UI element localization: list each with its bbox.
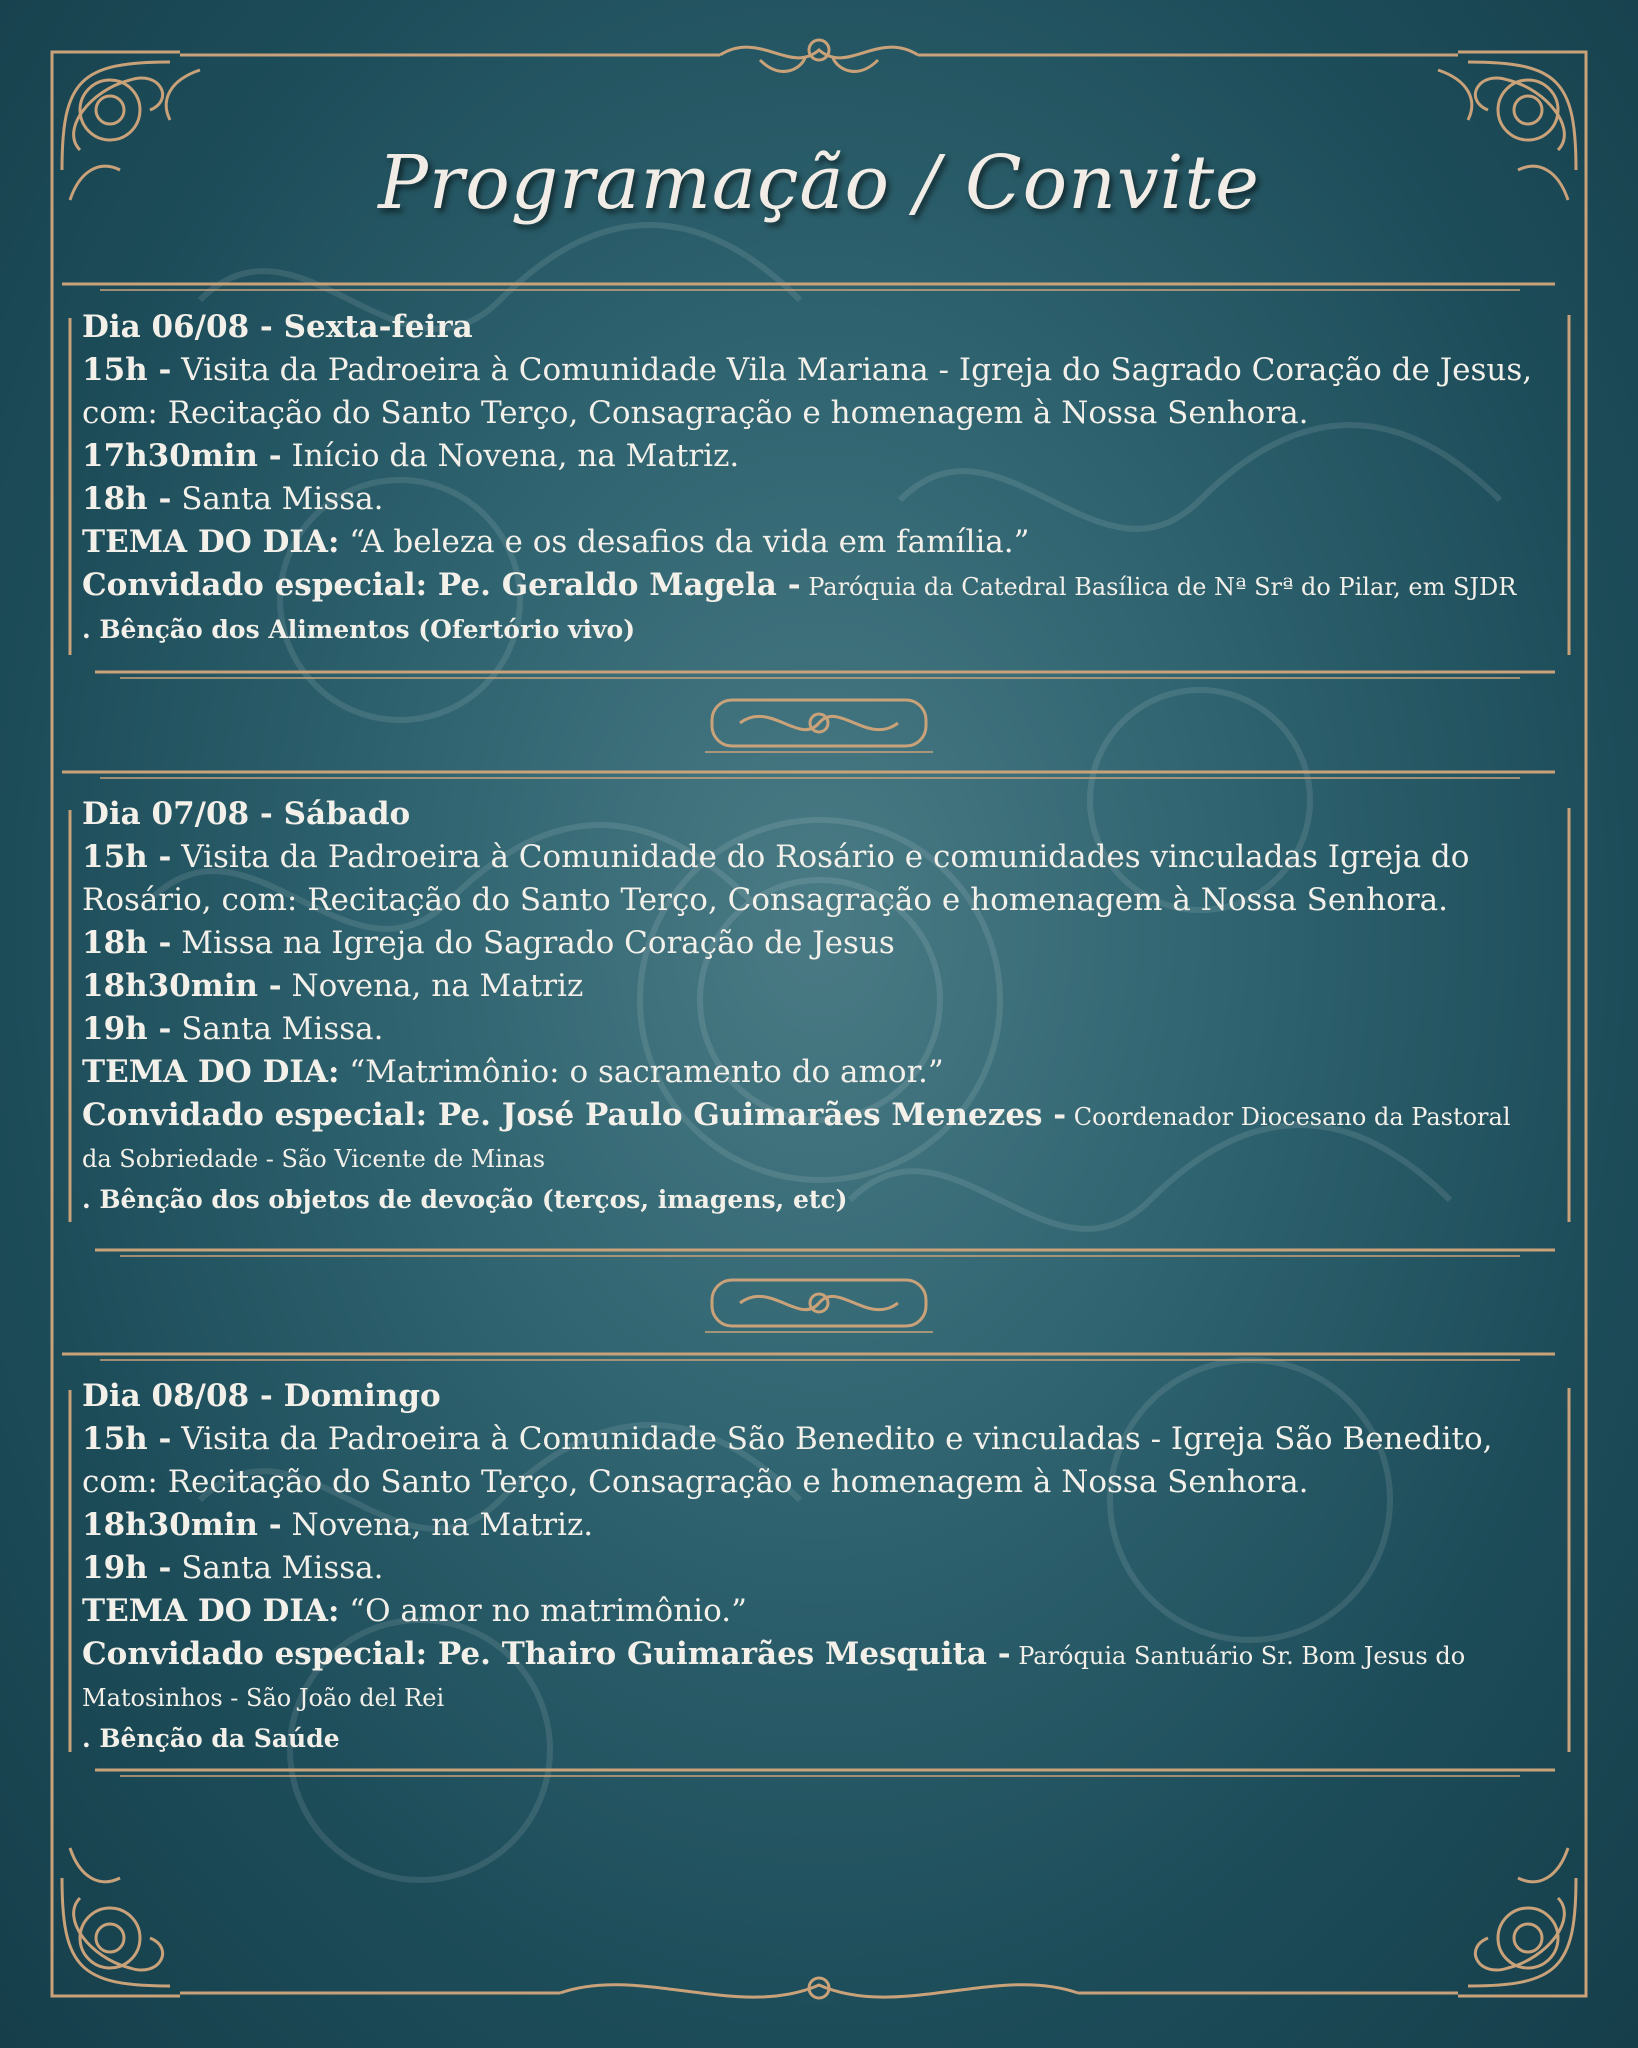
guest-detail: Coordenador Diocesano da Pastoral	[1066, 1103, 1511, 1131]
time-label: 15h -	[82, 839, 172, 875]
time-label: 19h -	[82, 1011, 172, 1047]
guest-detail-cont: da Sobriedade - São Vicente de Minas	[82, 1145, 546, 1173]
event-text: com: Recitação do Santo Terço, Consagração e homenagem à Nossa Senhora.	[82, 1464, 1309, 1500]
event-text: Novena, na Matriz.	[281, 1507, 594, 1543]
day-section-3	[82, 1375, 1562, 1760]
theme-label: TEMA DO DIA:	[82, 1593, 340, 1629]
day-section-1	[82, 306, 1562, 651]
theme-text: “A beleza e os desafios da vida em família.”	[339, 524, 1030, 560]
guest-detail: Paróquia da Catedral Basílica de Nª Srª do Pilar, em SJDR	[800, 573, 1517, 601]
event-text: Visita da Padroeira à Comunidade do Rosário e comunidades vinculadas Igreja do	[171, 839, 1470, 875]
time-label: 18h30min -	[82, 1507, 282, 1543]
time-label: 19h -	[82, 1550, 172, 1586]
guest-detail-cont: Matosinhos - São João del Rei	[82, 1684, 445, 1712]
event-text: Missa na Igreja do Sagrado Coração de Jesus	[171, 925, 895, 961]
event-text: Santa Missa.	[171, 1011, 384, 1047]
guest-label: Convidado especial: Pe. José Paulo Guimarães Menezes -	[82, 1097, 1067, 1133]
time-label: 15h -	[82, 352, 172, 388]
theme-label: TEMA DO DIA:	[82, 524, 340, 560]
event-text: Santa Missa.	[171, 481, 384, 517]
blessing-note: . Bênção da Saúde	[82, 1724, 340, 1753]
blessing-note: . Bênção dos Alimentos (Ofertório vivo)	[82, 615, 636, 644]
event-text: Visita da Padroeira à Comunidade Vila Mariana - Igreja do Sagrado Coração de Jesus,	[171, 352, 1533, 388]
event-text: Visita da Padroeira à Comunidade São Benedito e vinculadas - Igreja São Benedito,	[171, 1421, 1493, 1457]
day-heading: Dia 07/08 - Sábado	[82, 796, 411, 832]
theme-label: TEMA DO DIA:	[82, 1054, 340, 1090]
time-label: 18h30min -	[82, 968, 282, 1004]
page-title: Programação / Convite	[378, 140, 1260, 226]
theme-text: “Matrimônio: o sacramento do amor.”	[339, 1054, 944, 1090]
event-text: com: Recitação do Santo Terço, Consagração e homenagem à Nossa Senhora.	[82, 395, 1309, 431]
day-heading: Dia 08/08 - Domingo	[82, 1378, 441, 1414]
time-label: 18h -	[82, 481, 172, 517]
day-heading: Dia 06/08 - Sexta-feira	[82, 309, 473, 345]
time-label: 17h30min -	[82, 438, 282, 474]
event-text: Início da Novena, na Matriz.	[281, 438, 740, 474]
guest-detail: Paróquia Santuário Sr. Bom Jesus do	[1010, 1642, 1466, 1670]
blessing-note: . Bênção dos objetos de devoção (terços, imagens, etc)	[82, 1185, 848, 1214]
time-label: 15h -	[82, 1421, 172, 1457]
guest-label: Convidado especial: Pe. Geraldo Magela -	[82, 567, 801, 603]
event-text: Santa Missa.	[171, 1550, 384, 1586]
day-section-2	[82, 793, 1562, 1221]
theme-text: “O amor no matrimônio.”	[339, 1593, 747, 1629]
event-text: Rosário, com: Recitação do Santo Terço, Consagração e homenagem à Nossa Senhora.	[82, 882, 1448, 918]
event-text: Novena, na Matriz	[281, 968, 584, 1004]
guest-label: Convidado especial: Pe. Thairo Guimarães Mesquita -	[82, 1636, 1011, 1672]
time-label: 18h -	[82, 925, 172, 961]
